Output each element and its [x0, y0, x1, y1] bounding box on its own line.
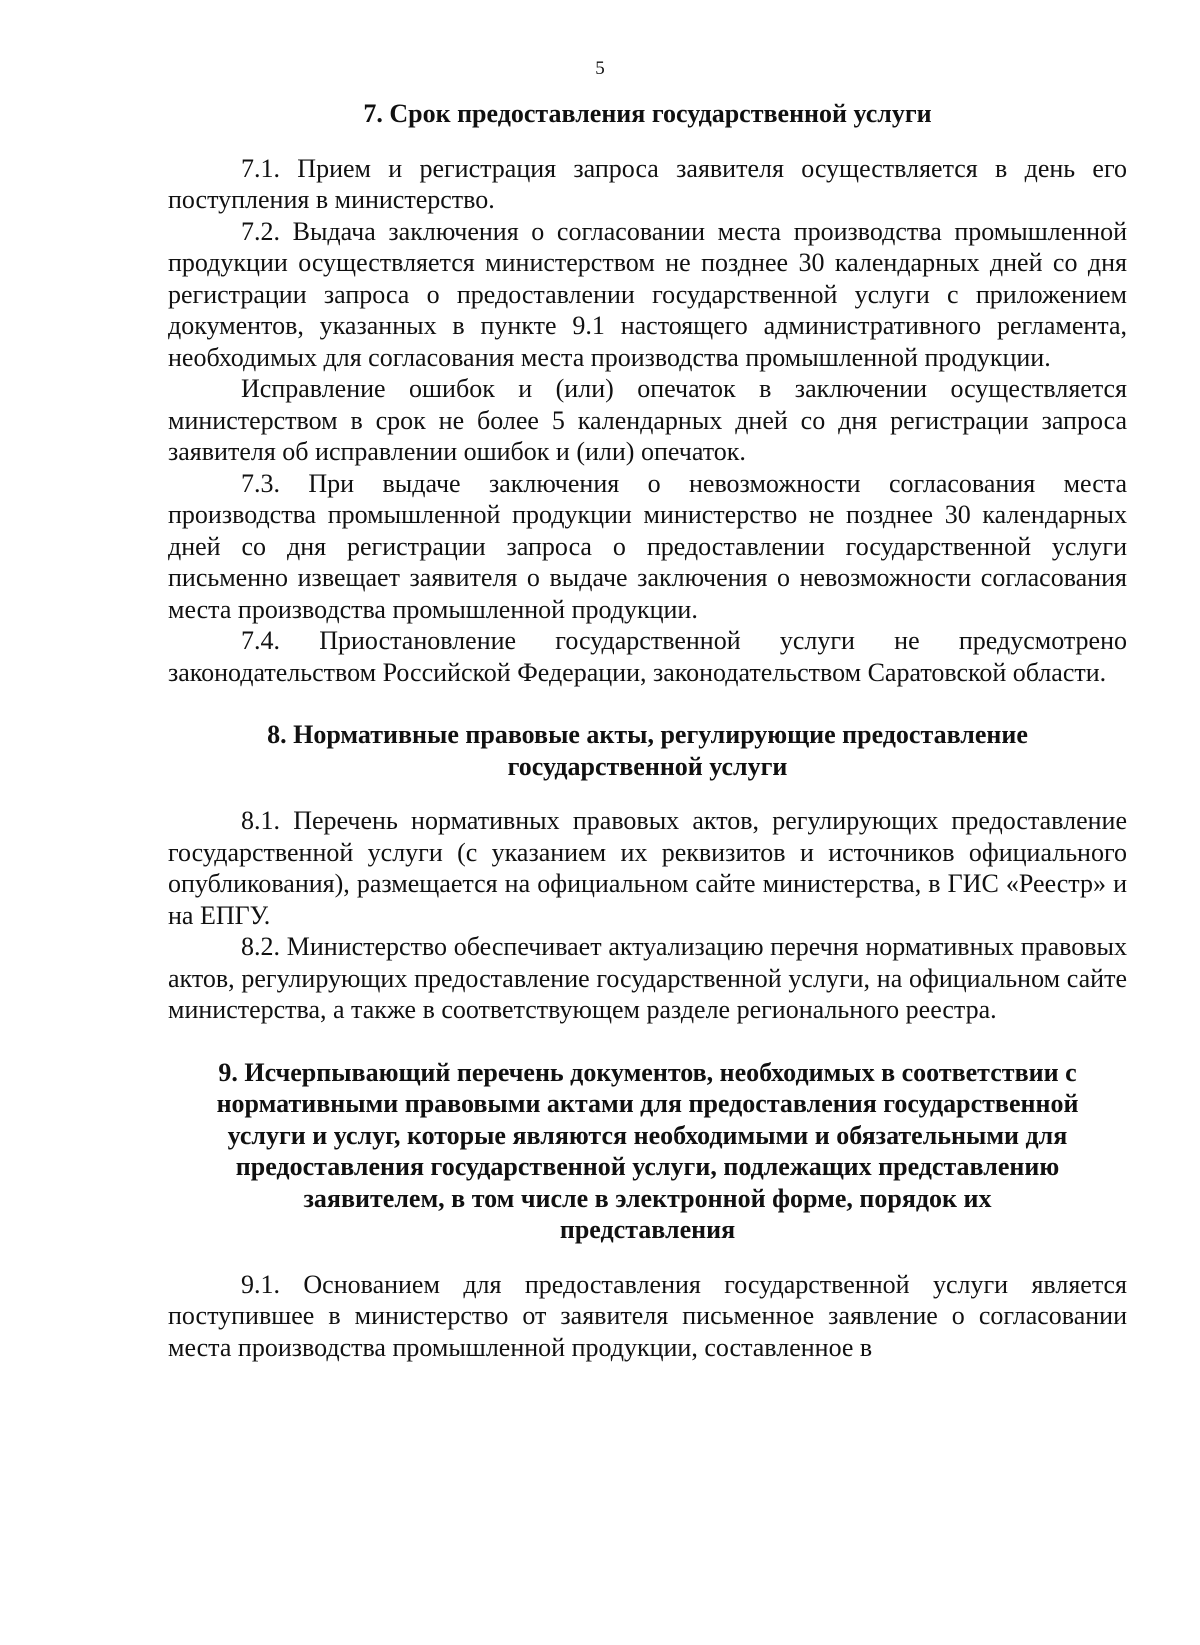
paragraph-9-1: 9.1. Основанием для предоставления государственной услуги является поступившее в министерство от заявителя письменное заявление о согласовании места производства промышленной продукции, составленное в — [168, 1269, 1127, 1362]
paragraph-7-4: 7.4. Приостановление государственной услуги не предусмотрено законодательством Российской Федерации, законодательством Саратовской области. — [168, 626, 1127, 687]
page-number: 5 — [595, 58, 605, 79]
section-8-heading-line: 8. Нормативные правовые акты, регулирующие предоставление — [267, 720, 1028, 749]
paragraph-7-2-corrections: Исправление ошибок и (или) опечаток в заключении осуществляется министерством в срок не более 5 календарных дней со дня регистрации запроса заявителя об исправлении ошибок и (или) опечаток. — [168, 374, 1127, 466]
section-9-heading-line: 9. Исчерпывающий перечень документов, необходимых в соответствии с — [218, 1057, 1077, 1087]
section-9-heading-line: представления — [559, 1215, 736, 1244]
section-9-heading-line: заявителем, в том числе в электронной форме, порядок их — [303, 1183, 992, 1213]
section-9-heading-line: предоставления государственной услуги, подлежащих представлению — [235, 1152, 1060, 1181]
document-body — [168, 98, 1127, 1363]
paragraph-8-1: 8.1. Перечень нормативных правовых актов, регулирующих предоставление государственной услуги (с указанием их реквизитов и источников официального опубликования), размещается на официальном сайте министерства, в ГИС «Реестр» и на ЕПГУ. — [168, 806, 1127, 930]
section-8-heading-line: государственной услуги — [507, 751, 788, 781]
paragraph-7-1: 7.1. Прием и регистрация запроса заявителя осуществляется в день его поступления в министерство. — [168, 153, 1127, 214]
paragraph-8-2: 8.2. Министерство обеспечивает актуализацию перечня нормативных правовых актов, регулирующих предоставление государственной услуги, на официальном сайте министерства, а также в соответствующем разделе регионального реестра. — [168, 932, 1127, 1024]
section-9-heading-line: услуги и услуг, которые являются необходимыми и обязательными для — [227, 1120, 1068, 1150]
section-9-heading — [168, 1057, 1127, 1246]
paragraph-7-2: 7.2. Выдача заключения о согласовании места производства промышленной продукции осуществляется министерством не позднее 30 календарных дней со дня регистрации запроса о предоставлении государственной услуги с приложением документов, указанных в пункте 9.1 настоящего административного регламента, необходимых для согласования места производства промышленной продукции. — [168, 216, 1127, 372]
section-9-heading-line: нормативными правовыми актами для предоставления государственной — [216, 1089, 1079, 1118]
paragraph-7-3: 7.3. При выдаче заключения о невозможности согласования места производства промышленной продукции министерство не позднее 30 календарных дней со дня регистрации запроса о предоставлении государственной услуги письменно извещает заявителя о выдаче заключения о невозможности согласования места производства промышленной продукции. — [168, 468, 1127, 624]
section-7-heading: 7. Срок предоставления государственной услуги — [363, 99, 932, 128]
section-8-heading — [168, 719, 1127, 782]
